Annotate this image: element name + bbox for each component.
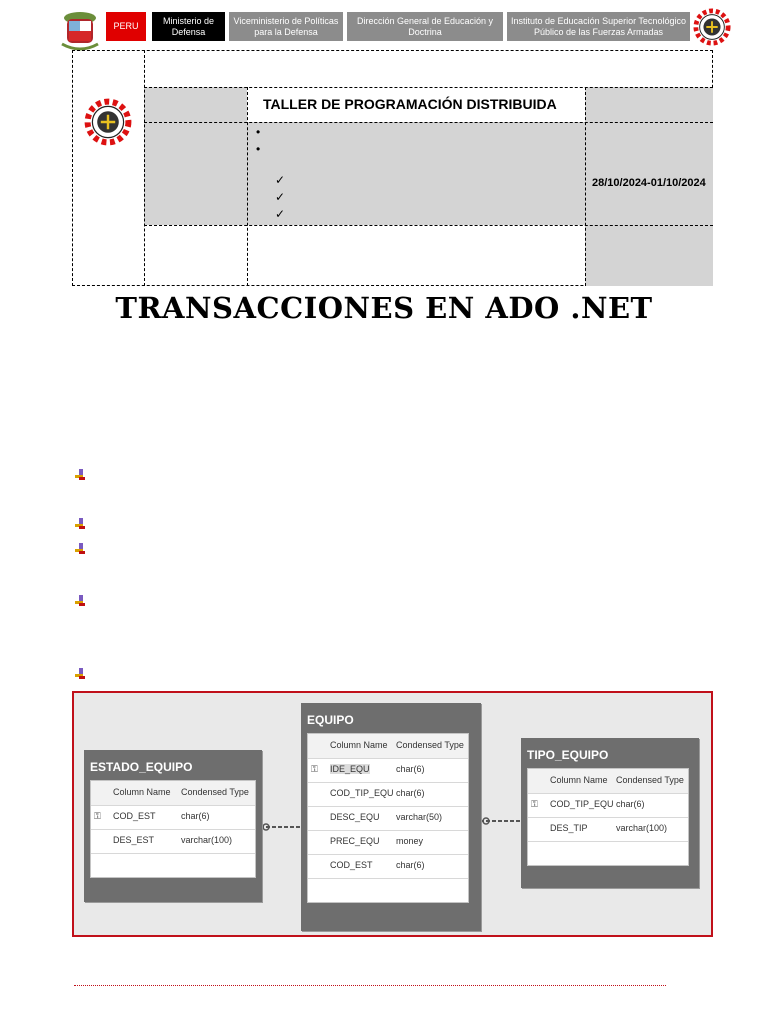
column-type: char(6) <box>181 811 210 821</box>
page-title: TRANSACCIONES EN ADO .NET <box>115 291 653 325</box>
checkmark-icon: ✓ <box>275 190 286 204</box>
table-row[interactable] <box>308 806 468 831</box>
course-date: 28/10/2024-01/10/2024 <box>592 177 706 189</box>
list-bullet-icon <box>75 595 87 607</box>
header-direccion-label: Dirección General de Educación y Doctrina <box>347 12 503 41</box>
column-name-header: Column Name <box>113 787 171 797</box>
column-name: COD_EST <box>113 811 156 821</box>
institute-gear-emblem-icon <box>84 98 132 146</box>
grid-header-row <box>528 769 688 794</box>
column-name: COD_TIP_EQU <box>550 799 614 809</box>
condensed-type-header: Condensed Type <box>396 740 464 750</box>
column-name: COD_EST <box>330 860 373 870</box>
table-divider <box>247 87 248 286</box>
table-row <box>528 841 688 865</box>
column-type: varchar(50) <box>396 812 443 822</box>
table-row[interactable] <box>308 758 468 783</box>
table-row[interactable] <box>308 830 468 855</box>
table-cell <box>585 87 713 122</box>
column-type: char(6) <box>396 788 425 798</box>
table-row[interactable] <box>91 805 255 830</box>
column-name: COD_TIP_EQU <box>330 788 394 798</box>
column-type: money <box>396 836 424 846</box>
entity-name: EQUIPO <box>307 713 354 727</box>
bullet-icon: • <box>256 142 261 156</box>
header-viceministerio-label: Viceministerio de Políticas para la Defensa <box>229 12 343 41</box>
column-name: IDE_EQU <box>330 764 370 774</box>
entity-equipo[interactable] <box>301 703 481 931</box>
table-cell <box>144 87 247 122</box>
footer-divider <box>74 985 666 986</box>
header-peru-label: PERU <box>106 12 146 41</box>
primary-key-icon: ⚿ <box>311 764 318 774</box>
database-diagram <box>72 691 713 937</box>
condensed-type-header: Condensed Type <box>181 787 249 797</box>
column-type: char(6) <box>396 764 425 774</box>
column-name-header: Column Name <box>550 775 608 785</box>
list-bullet-icon <box>75 668 87 680</box>
primary-key-icon: ⚿ <box>531 799 538 809</box>
entity-estado-equipo[interactable] <box>84 750 262 902</box>
column-name: DES_TIP <box>550 823 588 833</box>
table-cell <box>144 122 713 225</box>
table-row[interactable] <box>528 793 688 818</box>
column-name-header: Column Name <box>330 740 388 750</box>
course-title: TALLER DE PROGRAMACIÓN DISTRIBUIDA <box>263 96 557 112</box>
list-bullet-icon <box>75 469 87 481</box>
institute-gear-emblem-icon <box>693 8 731 46</box>
entity-tipo-equipo[interactable] <box>521 738 699 888</box>
table-cell <box>585 225 713 286</box>
primary-key-icon: ⚿ <box>94 811 101 821</box>
column-type: varchar(100) <box>181 835 233 845</box>
entity-columns-grid <box>90 780 256 878</box>
table-row[interactable] <box>91 829 255 854</box>
table-row[interactable] <box>528 817 688 842</box>
entity-name: ESTADO_EQUIPO <box>90 760 193 774</box>
checkmark-icon: ✓ <box>275 173 286 187</box>
list-bullet-icon <box>75 518 87 530</box>
condensed-type-header: Condensed Type <box>616 775 684 785</box>
table-divider <box>144 87 713 88</box>
entity-columns-grid <box>307 733 469 903</box>
column-name: DES_EST <box>113 835 155 845</box>
table-divider <box>144 122 713 123</box>
entity-columns-grid <box>527 768 689 866</box>
header-instituto-label: Instituto de Educación Superior Tecnológico Público de las Fuerzas Armadas <box>507 12 690 41</box>
column-type: varchar(100) <box>616 823 668 833</box>
column-type: char(6) <box>396 860 425 870</box>
table-row <box>308 878 468 902</box>
entity-name: TIPO_EQUIPO <box>527 748 609 762</box>
column-name: PREC_EQU <box>330 836 380 846</box>
header-ministerio-label: Ministerio de Defensa <box>152 12 225 41</box>
peru-coat-of-arms-icon <box>58 8 102 52</box>
checkmark-icon: ✓ <box>275 207 286 221</box>
table-row <box>91 853 255 877</box>
bullet-icon: • <box>256 125 261 139</box>
grid-header-row <box>308 734 468 759</box>
table-row[interactable] <box>308 782 468 807</box>
list-bullet-icon <box>75 543 87 555</box>
table-divider <box>144 225 713 226</box>
grid-header-row <box>91 781 255 806</box>
table-row[interactable] <box>308 854 468 879</box>
table-divider <box>585 87 586 286</box>
table-divider <box>144 50 145 286</box>
column-name: DESC_EQU <box>330 812 380 822</box>
column-type: char(6) <box>616 799 645 809</box>
